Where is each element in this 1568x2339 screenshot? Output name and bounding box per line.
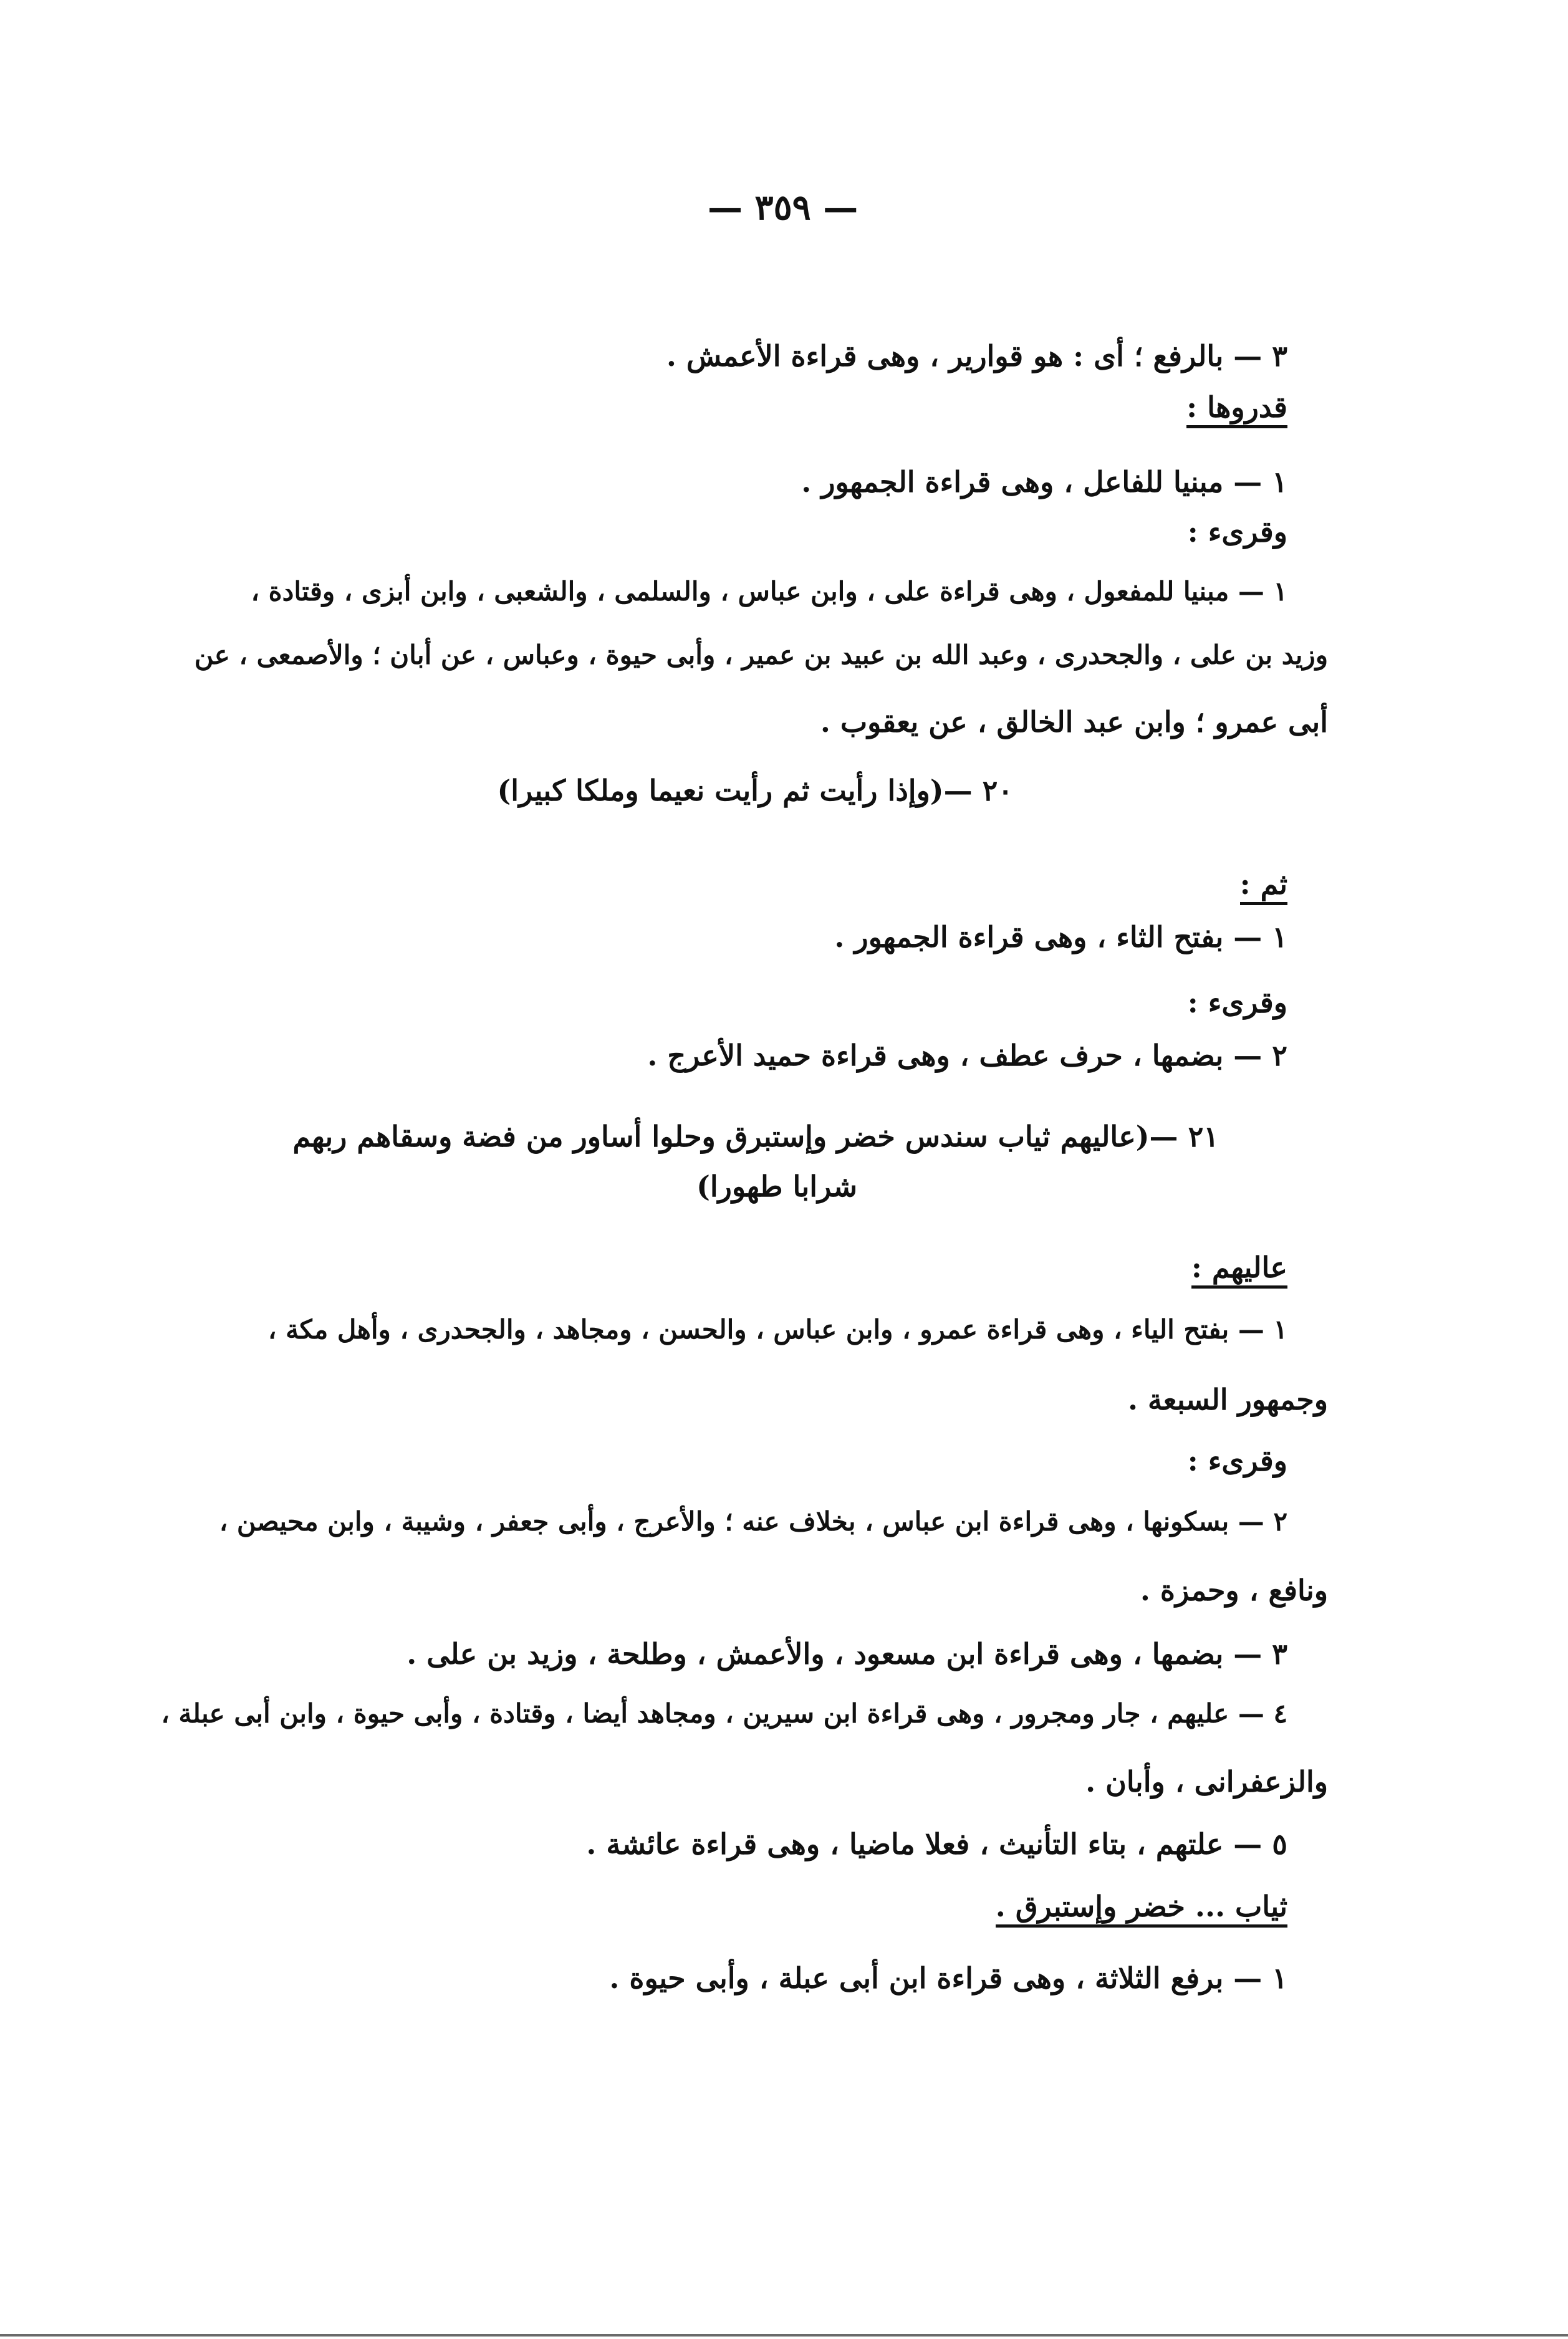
page-number: — ٣٥٩ —	[708, 187, 859, 228]
verse-line: ٢٠ —(وإذا رأيت ثم رأيت نعيما وملكا كبيرا)	[497, 774, 1013, 807]
section-heading: قدروها :	[1186, 393, 1287, 428]
section-heading: ثياب ... خضر وإستبرق .	[996, 1892, 1287, 1928]
verse-line: ٢١ —(عاليهم ثياب سندس خضر وإستبرق وحلوا أساور من فضة وسقاهم ربهم	[292, 1120, 1219, 1153]
text-line: ٢ — بسكونها ، وهى قراءة ابن عباس ، بخلاف عنه ؛ والأعرج ، وأبى جعفر ، وشيبة ، وابن محيصن ،	[219, 1506, 1287, 1537]
text-line: وجمهور السبعة .	[1127, 1383, 1328, 1416]
text-line: ٥ — علتهم ، بتاء التأنيث ، فعلا ماضيا ، وهى قراءة عائشة .	[586, 1827, 1287, 1861]
text-line: وقرىء :	[1187, 986, 1287, 1019]
text-line: ١ — مبنيا للفاعل ، وهى قراءة الجمهور .	[801, 465, 1287, 499]
text-line: وقرىء :	[1187, 515, 1287, 549]
text-line: ١ — بفتح الثاء ، وهى قراءة الجمهور .	[834, 920, 1287, 954]
text-line: ٣ — بضمها ، وهى قراءة ابن مسعود ، والأعمش ، وطلحة ، وزيد بن على .	[406, 1637, 1287, 1671]
text-line: والزعفرانى ، وأبان .	[1085, 1765, 1328, 1799]
text-line: وزيد بن على ، والجحدرى ، وعبد الله بن عبيد بن عمير ، وأبى حيوة ، وعباس ، عن أبان ؛ والأصمعى ، عن	[194, 640, 1328, 670]
text-line: ١ — برفع الثلاثة ، وهى قراءة ابن أبى عبلة ، وأبى حيوة .	[609, 1961, 1287, 1995]
text-line: ونافع ، وحمزة .	[1140, 1573, 1328, 1607]
text-line: ٣ — بالرفع ؛ أى : هو قوارير ، وهى قراءة الأعمش .	[666, 339, 1287, 373]
text-line: ١ — بفتح الياء ، وهى قراءة عمرو ، وابن عباس ، والحسن ، ومجاهد ، والجحدرى ، وأهل مكة ،	[267, 1314, 1287, 1345]
text-line: ٢ — بضمها ، حرف عطف ، وهى قراءة حميد الأعرج .	[647, 1039, 1287, 1072]
text-line: ١ — مبنيا للمفعول ، وهى قراءة على ، وابن عباس ، والسلمى ، والشعبى ، وابن أبزى ، وقتادة ،	[251, 576, 1287, 607]
text-line: ٤ — عليهم ، جار ومجرور ، وهى قراءة ابن سيرين ، ومجاهد أيضا ، وقتادة ، وأبى حيوة ، وابن أبى عبلة ،	[161, 1698, 1287, 1729]
text-line: وقرىء :	[1187, 1444, 1287, 1477]
verse-line: شرابا طهورا)	[696, 1170, 857, 1203]
section-heading: ثم :	[1240, 870, 1287, 905]
section-heading: عاليهم :	[1191, 1253, 1287, 1289]
text-line: أبى عمرو ؛ وابن عبد الخالق ، عن يعقوب .	[820, 705, 1328, 739]
page-bottom-rule	[0, 2334, 1568, 2337]
